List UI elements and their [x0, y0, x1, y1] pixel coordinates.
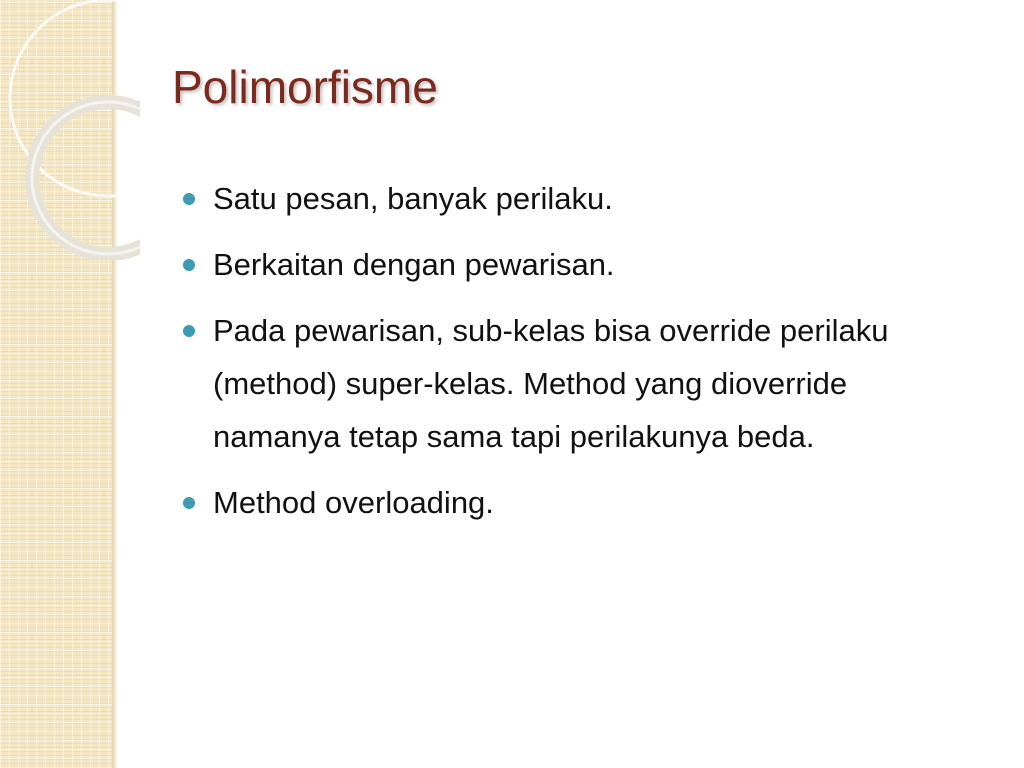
bullet-item	[183, 304, 973, 463]
bullet-dot-icon	[183, 259, 195, 271]
decorative-rings	[0, 0, 140, 260]
bullet-text: Berkaitan dengan pewarisan.	[213, 247, 615, 282]
bullet-item	[183, 476, 973, 529]
bullet-dot-icon	[183, 325, 195, 337]
bullet-list	[183, 172, 973, 542]
bullet-item	[183, 172, 973, 225]
bullet-text: Method overloading.	[213, 485, 494, 520]
bullet-item	[183, 238, 973, 291]
bullet-text: Satu pesan, banyak perilaku.	[213, 181, 613, 216]
decorative-ring-lower	[32, 102, 140, 254]
bullet-dot-icon	[183, 193, 195, 205]
slide-title: Polimorfisme	[172, 61, 438, 113]
bullet-dot-icon	[183, 497, 195, 509]
bullet-text: Pada pewarisan, sub-kelas bisa override perilaku (method) super-kelas. Method yang dioverride namanya tetap sama tapi perilakunya beda.	[213, 313, 889, 454]
